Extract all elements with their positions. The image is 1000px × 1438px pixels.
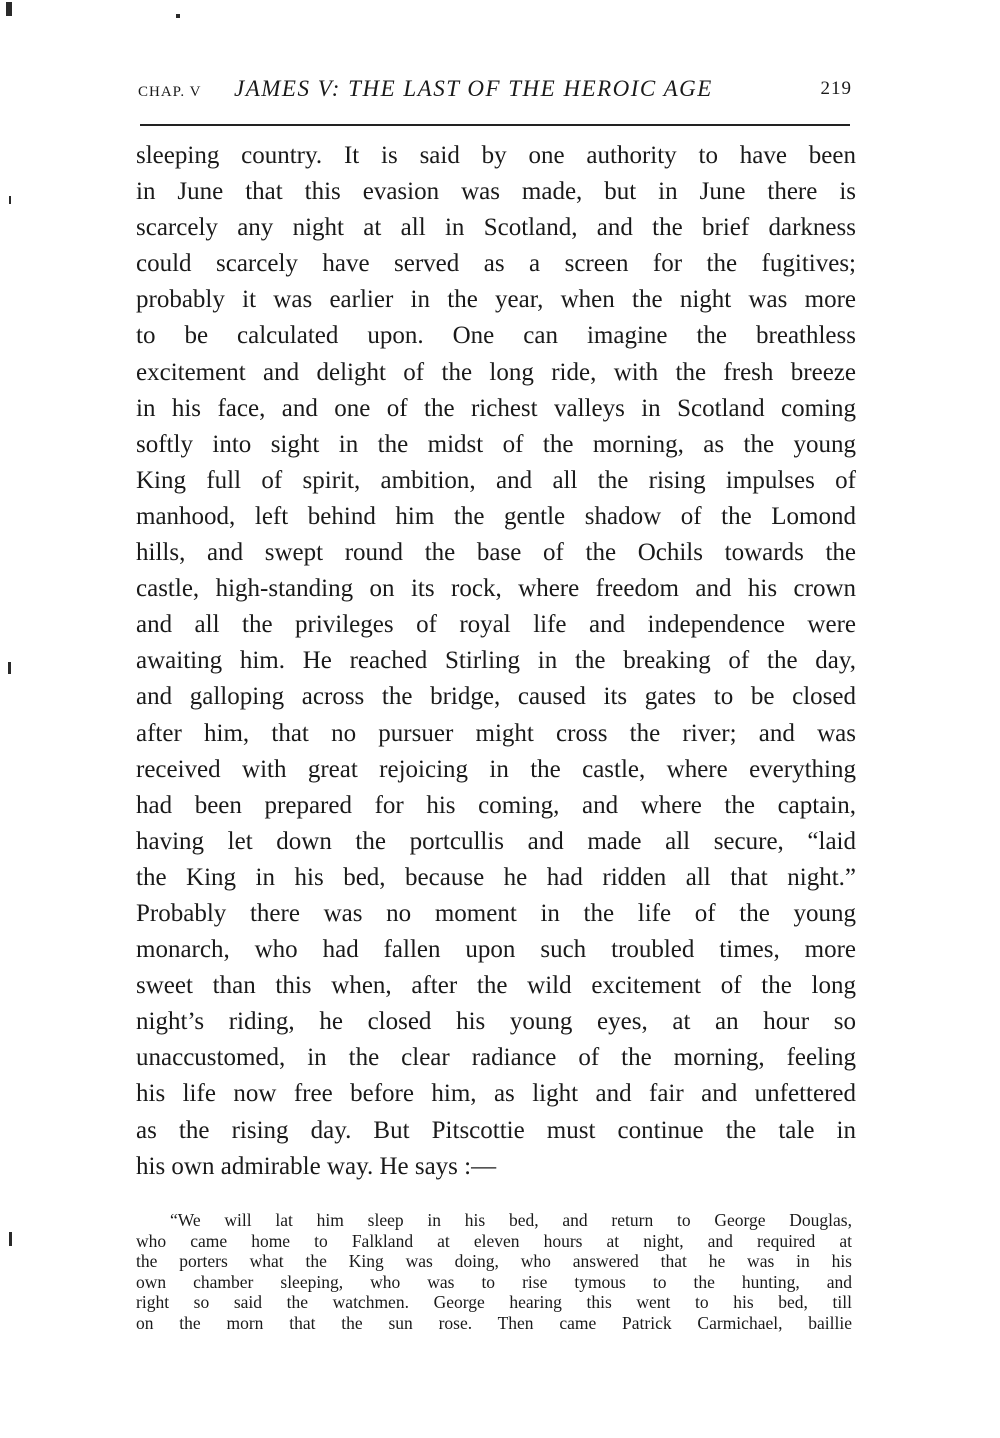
footnote-line: on the morn that the sun rose. Then came Patrick Carmichael, baillie [136,1312,852,1333]
text-line: manhood, left behind him the gentle shadow of the Lomond [136,502,856,530]
text-line: and all the privileges of royal life and independence were [136,611,856,639]
text-line: his own admirable way. He says :— [136,1152,497,1180]
text-line: received with great rejoicing in the castle, where everything [136,755,856,783]
text-line: had been prepared for his coming, and where the captain, [136,791,856,819]
footnote-quote [136,1210,852,1334]
scan-speck [8,662,11,674]
footnote-line: the porters what the King was doing, who answered that he was in his [136,1251,852,1272]
text-line: after him, that no pursuer might cross the river; and was [136,719,856,747]
text-line: having let down the portcullis and made all secure, “laid [136,827,856,855]
text-line: hills, and swept round the base of the Ochils towards the [136,539,856,567]
text-line: probably it was earlier in the year, when the night was more [136,286,856,314]
text-line: unaccustomed, in the clear radiance of the morning, feeling [136,1044,856,1072]
text-line: in June that this evasion was made, but in June there is [136,178,856,206]
text-line: softly into sight in the midst of the morning, as the young [136,430,856,458]
header-rule [140,124,850,126]
text-line: awaiting him. He reached Stirling in the breaking of the day, [136,647,856,675]
text-line: the King in his bed, because he had ridden all that night.” [136,863,856,891]
text-line: night’s riding, he closed his young eyes, at an hour so [136,1008,856,1036]
scan-speck [9,1232,12,1246]
running-header [138,74,854,106]
text-line: sleeping country. It is said by one authority to have been [136,142,856,169]
text-line: King full of spirit, ambition, and all the rising impulses of [136,466,856,494]
text-line: scarcely any night at all in Scotland, and the brief darkness [136,214,856,242]
text-line: castle, high-standing on its rock, where freedom and his crown [136,575,856,603]
text-line: to be calculated upon. One can imagine the breathless [136,322,856,350]
text-line: as the rising day. But Pitscottie must continue the tale in [136,1116,856,1144]
footnote-line: who came home to Falkland at eleven hours at night, and required at [136,1230,852,1251]
text-line: could scarcely have served as a screen for the fugitives; [136,250,856,278]
text-line: excitement and delight of the long ride, with the fresh breeze [136,358,856,386]
scan-speck [6,2,12,16]
footnote-line: “We will lat him sleep in his bed, and return to George Douglas, [170,1210,852,1230]
footnote-line: right so said the watchmen. George hearing this went to his bed, till [136,1292,852,1313]
chapter-label: CHAP. V [138,84,202,100]
page-number: 219 [820,78,852,99]
body-text [136,138,856,1185]
scan-speck [176,14,180,18]
text-line: monarch, who had fallen upon such troubled times, more [136,936,856,964]
footnote-line: own chamber sleeping, who was to rise tymous to the hunting, and [136,1271,852,1292]
text-line: Probably there was no moment in the life of the young [136,899,856,927]
running-title: JAMES V: THE LAST OF THE HEROIC AGE [234,76,713,101]
text-line: in his face, and one of the richest valleys in Scotland coming [136,394,856,422]
text-line: sweet than this when, after the wild excitement of the long [136,972,856,1000]
scan-speck [9,196,11,204]
text-line: and galloping across the bridge, caused its gates to be closed [136,683,856,711]
text-line: his life now free before him, as light and fair and unfettered [136,1080,856,1108]
